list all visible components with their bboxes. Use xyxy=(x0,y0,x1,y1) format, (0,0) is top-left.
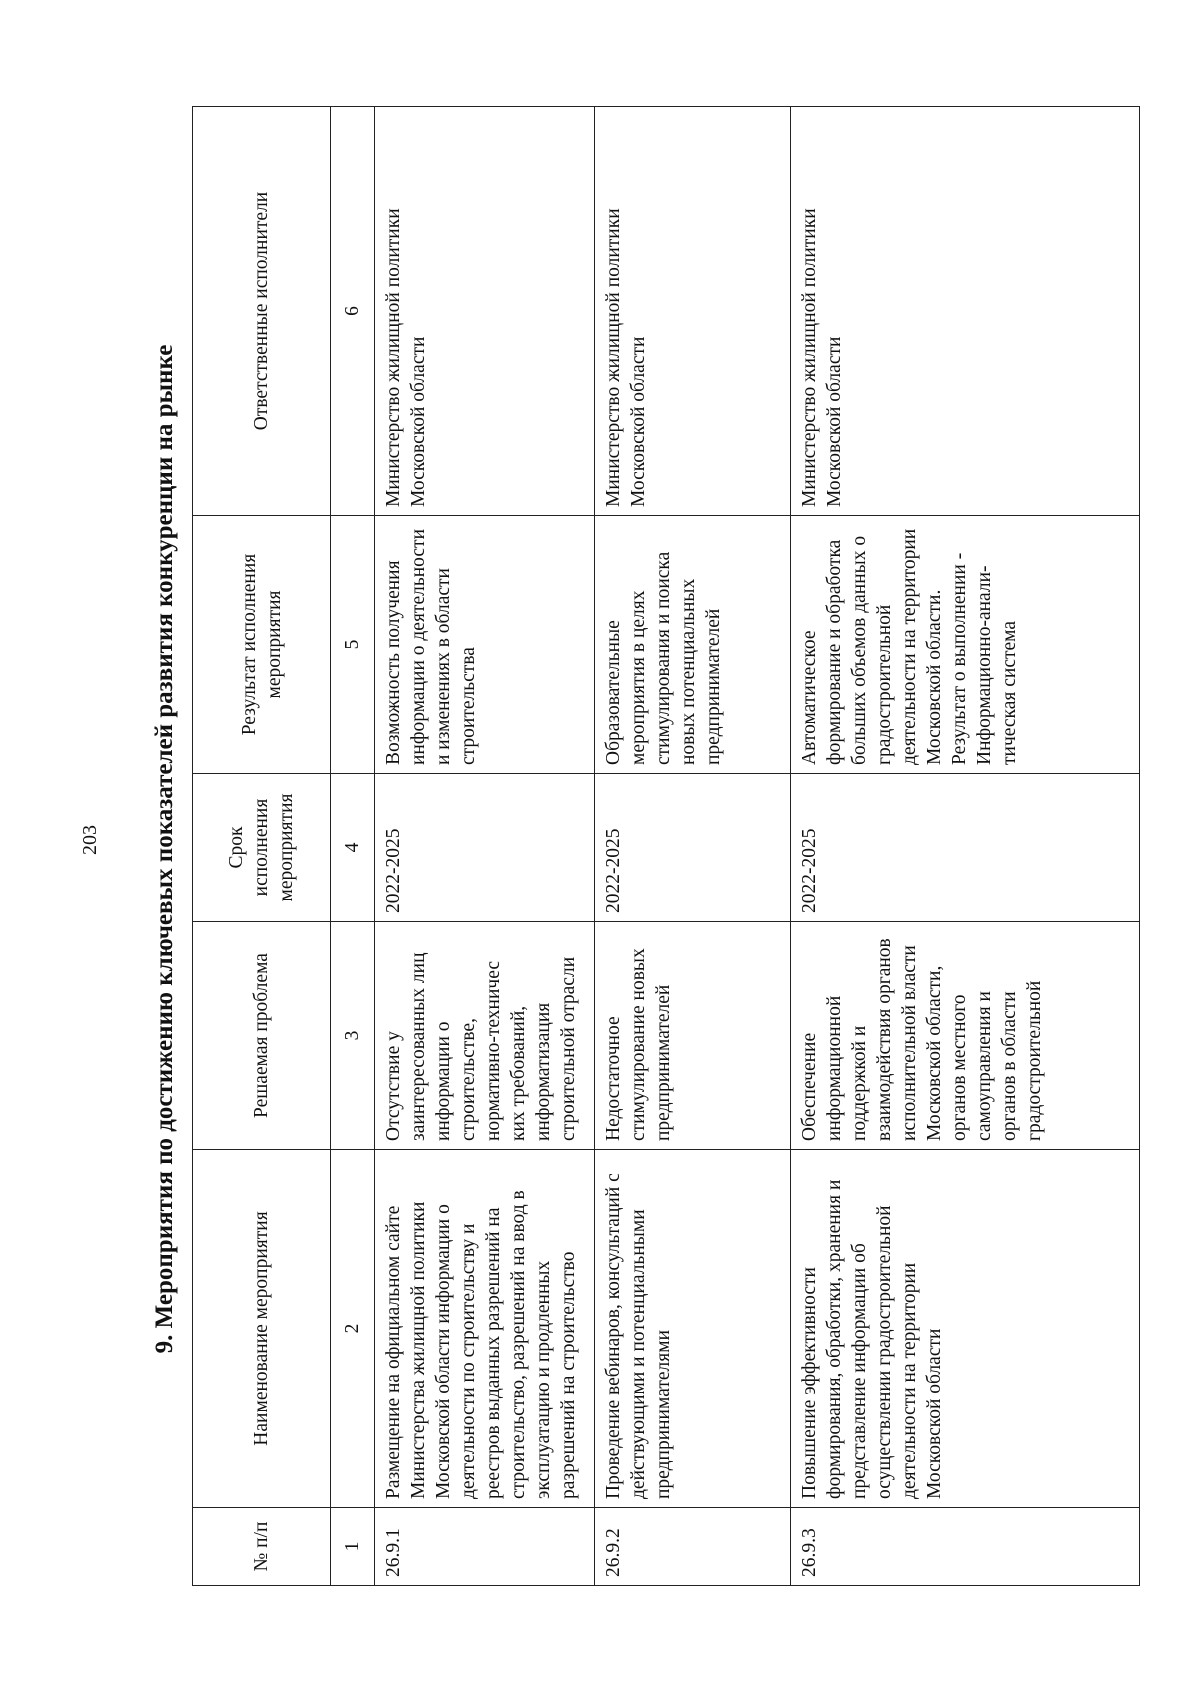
table-row xyxy=(595,107,791,1586)
row-result: Образовательные мероприятия в целях стимулирования и поиска новых потенциальных предпринимателей xyxy=(595,516,791,774)
column-number-row xyxy=(331,107,375,1586)
row-name: Размещение на официальном сайте Министерства жилищной политики Московской области информации о деятельности по строительству и реестров выданных разрешений на строительство, разрешений на ввод в эксплуатацию и продленных разрешений на строительство xyxy=(375,1150,595,1508)
row-name: Повышение эффективности формирования, обработки, хранения и представление информации об осуществлении градостроительной деятельности на территории Московской области xyxy=(791,1150,1140,1508)
column-number: 6 xyxy=(331,107,375,516)
table-container xyxy=(192,106,1140,1586)
row-id: 26.9.3 xyxy=(791,1508,1140,1586)
header-result: Результат исполнения мероприятия xyxy=(193,516,331,774)
header-name: Наименование мероприятия xyxy=(193,1150,331,1508)
row-responsible: Министерство жилищной политики Московской области xyxy=(791,107,1140,516)
header-term: Срок исполнения мероприятия xyxy=(193,774,331,922)
row-problem: Отсутствие у заинтересованных лиц информации о строительстве, нормативно-техничес ких требований, информатизация строительной отрасли xyxy=(375,922,595,1150)
column-number: 5 xyxy=(331,516,375,774)
table-row xyxy=(791,107,1140,1586)
table-row xyxy=(375,107,595,1586)
table-rotator xyxy=(192,106,1140,1586)
row-name: Проведение вебинаров, консультаций с действующими и потенциальными предпринимателями xyxy=(595,1150,791,1508)
page-title: 9. Мероприятия по достижению ключевых показателей развития конкуренции на рынке xyxy=(151,344,178,1354)
row-responsible: Министерство жилищной политики Московской области xyxy=(595,107,791,516)
row-id: 26.9.1 xyxy=(375,1508,595,1586)
column-number: 3 xyxy=(331,922,375,1150)
row-problem: Обеспечение информационной поддержкой и взаимодействия органов исполнительной власти Московской области, органов местного самоуправления и органов в области градостроительной xyxy=(791,922,1140,1150)
table-header-row xyxy=(193,107,331,1586)
column-number: 1 xyxy=(331,1508,375,1586)
column-number: 4 xyxy=(331,774,375,922)
measures-table xyxy=(192,106,1140,1586)
row-result: Возможность получения информации о деятельности и изменениях в области строительства xyxy=(375,516,595,774)
row-result: Автоматическое формирование и обработка больших объемов данных о градостроительной деятельности на территории Московской области. Результат о выполнении - Информационно-анали-тическая система xyxy=(791,516,1140,774)
row-id: 26.9.2 xyxy=(595,1508,791,1586)
row-term: 2022-2025 xyxy=(375,774,595,922)
row-term: 2022-2025 xyxy=(791,774,1140,922)
row-problem: Недостаточное стимулирование новых предпринимателей xyxy=(595,922,791,1150)
column-number: 2 xyxy=(331,1150,375,1508)
page-number: 203 xyxy=(79,825,101,855)
header-problem: Решаемая проблема xyxy=(193,922,331,1150)
row-term: 2022-2025 xyxy=(595,774,791,922)
row-responsible: Министерство жилищной политики Московской области xyxy=(375,107,595,516)
header-responsible: Ответственные исполнители xyxy=(193,107,331,516)
header-number: № п/п xyxy=(193,1508,331,1586)
